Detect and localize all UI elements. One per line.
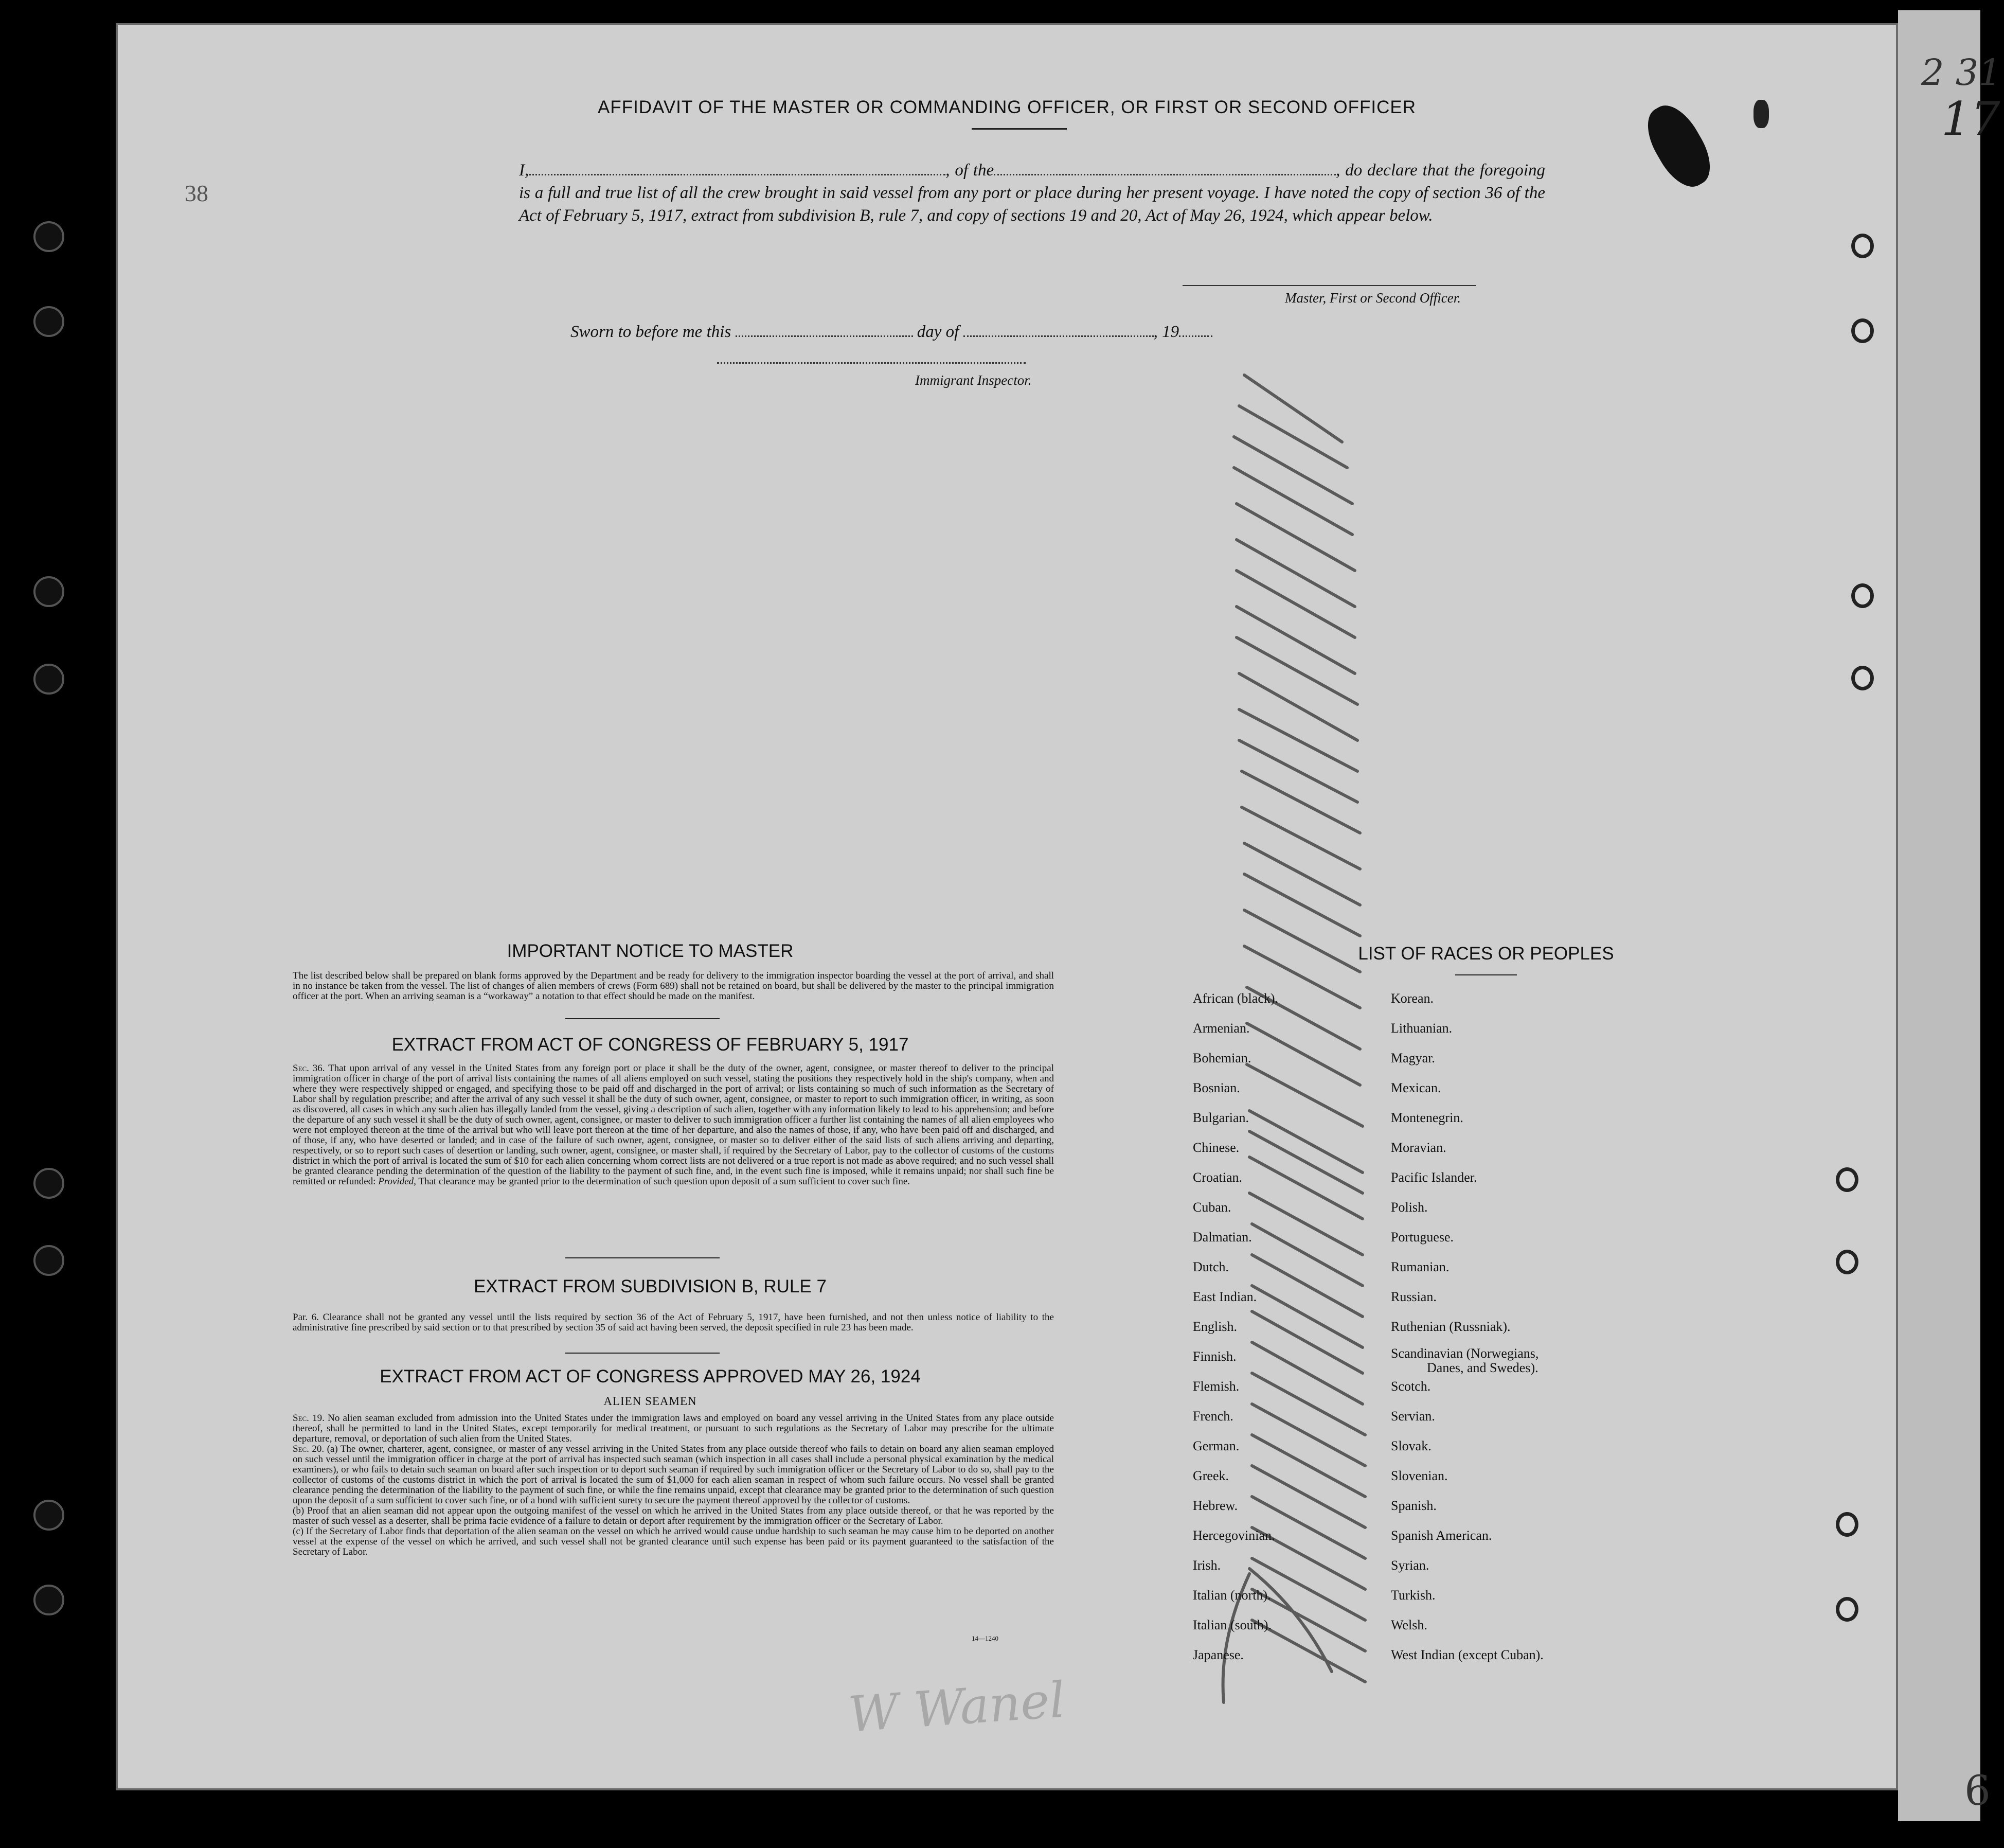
race-left: Hercegovinian.	[1193, 1528, 1275, 1543]
race-right: Mexican.	[1391, 1080, 1441, 1095]
race-left: Japanese.	[1193, 1647, 1244, 1662]
act-1917-title: EXTRACT FROM ACT OF CONGRESS OF FEBRUARY 5, 1917	[391, 1035, 909, 1055]
sworn-year-blank[interactable]	[1179, 321, 1212, 337]
race-right: Turkish.	[1391, 1588, 1436, 1603]
race-left: French.	[1193, 1409, 1233, 1424]
binder-hole-ring	[1836, 1512, 1858, 1537]
declaration-declare: , do declare	[1336, 161, 1418, 180]
sworn-year-prefix: , 19	[1153, 323, 1179, 341]
corner-handwritten-mark: 6	[1964, 1767, 1991, 1815]
sec-20-body: (a) The owner, charterer, agent, consignee, or master of any vessel arriving in the United States from any place outside thereof who fails to detain on board any alien seaman employed on such vessel until the immigration officer in charge at the port of arrival has inspected such seaman (which inspection in all cases shall include a personal physical examination by the medical examiners), or who fails to detain such seaman on board after such inspection or to deport such seaman if required by such immigration officer or the Secretary of Labor to do so, shall pay to the collector of customs of the customs district in which the port of arrival is located the sum of $1,000 for each alien seaman in respect of whom such failure occurs. No vessel shall be granted clearance pending the determination of the liability to the payment of such fine, or while the fine remains unpaid, except that clearance may be granted prior to the determination of such question upon the deposit of a sum sufficient to cover such fine, or of a bond with sufficient surety to secure the payment thereof approved by the collector of customs.	[293, 1444, 1054, 1506]
binder-hole	[33, 576, 64, 607]
race-right-continuation: Danes, and Swedes).	[1427, 1360, 1538, 1375]
act-1917-proviso: That clearance may be granted prior to the determination of such question upon deposit of a sum sufficient to cover such fine.	[418, 1176, 910, 1187]
race-left: Irish.	[1193, 1558, 1221, 1573]
affidavit-declaration	[519, 159, 1545, 227]
race-right: Scandinavian (Norwegians,	[1391, 1346, 1539, 1361]
races-title-rule	[1455, 974, 1517, 975]
binder-hole	[33, 1168, 64, 1199]
act-1917-proviso-label: Provided,	[378, 1176, 416, 1187]
race-right: Moravian.	[1391, 1140, 1446, 1155]
act-1917-body: That upon arrival of any vessel in the United States from any foreign port or place it shall be the duty of the owner, agent, consignee, or master thereof to deliver to the principal immigration officer in charge of the port of arrival lists containing the names of all aliens employed on such vessel, stating the positions they respectively hold in the ship's company, when and where they were respectively shipped or engaged, and specifying those to be paid off and discharged in the port of arrival; or lists containing so much of such information as the Secretary of Labor shall by regulation prescribe; and after the arrival of any such vessel it shall be the duty of such owner, agent, consignee, or master to report to such immigration officer, in writing, as soon as discovered, all cases in which any such alien has illegally landed from the vessel, giving a description of such alien, together with any information likely to lead to his apprehension; and before the departure of any such vessel it shall be the duty of such owner, agent, consignee, or master to deliver to such immigration officer a further list containing the names of all alien employees who were not employed thereon at the time of the arrival but who will leave port thereon at the time of her departure, and also the names of those, if any, who have been paid off and discharged, and of those, if any, who have deserted or landed; and in case of the failure of such owner, agent, consignee, or master so to deliver either of the said lists of such aliens arriving and departing, respectively, or so to report such cases of desertion or landing, such owner, agent, consignee, or master shall, if required by the Secretary of Labor, pay to the collector of customs of the customs district in which the port of arrival is located the sum of $10 for each alien concerning whom correct lists are not delivered or a true report is not made as above required; and no such vessel shall be granted clearance pending the determination of the question of the liability to the payment of such fine, and, in the event such fine is imposed, while it remains unpaid; nor shall such fine be remitted or refunded:	[293, 1063, 1054, 1187]
race-right: Rumanian.	[1391, 1259, 1450, 1274]
declaration-of-the: , of the	[945, 161, 994, 180]
race-left: Finnish.	[1193, 1349, 1237, 1364]
act-1924-sec-20	[293, 1444, 1054, 1506]
binder-hole-ring	[1836, 1597, 1858, 1622]
affidavit-title: AFFIDAVIT OF THE MASTER OR COMMANDING OFFICER, OR FIRST OR SECOND OFFICER	[597, 97, 1417, 117]
binder-holes-left	[28, 0, 64, 1848]
binder-hole	[33, 664, 64, 695]
act-1917-section-label: Sec. 36.	[293, 1063, 325, 1074]
act-1924-sec-20-c: (c) If the Secretary of Labor finds that deportation of the alien seaman on the vessel on which he arrived would cause undue hardship to such seaman he may cause him to be deported on another vessel at the expense of the vessel on which he arrived, and such vessel shall not be granted clearance until such expense has been paid or its payment guaranteed to the satisfaction of the Secretary of Labor.	[293, 1526, 1054, 1557]
race-left: Chinese.	[1193, 1140, 1240, 1155]
binder-hole	[33, 1500, 64, 1531]
binder-hole-ring	[1836, 1167, 1858, 1192]
race-right: Polish.	[1391, 1200, 1428, 1215]
race-right: Ruthenian (Russniak).	[1391, 1319, 1511, 1334]
master-signature-line[interactable]	[1183, 285, 1476, 286]
sec-20-label: Sec. 20.	[293, 1444, 325, 1454]
act-1924-subtitle: ALIEN SEAMEN	[603, 1395, 697, 1408]
adjacent-page-bleed	[1898, 10, 1980, 1821]
sworn-day-of: day of	[917, 323, 959, 341]
race-left: Armenian.	[1193, 1021, 1250, 1036]
sec-19-label: Sec. 19.	[293, 1413, 325, 1424]
race-left: Italian (north).	[1193, 1588, 1271, 1603]
section-rule	[565, 1018, 720, 1019]
race-left: Croatian.	[1193, 1170, 1243, 1185]
sec-19-body: No alien seaman excluded from admission into the United States under the immigration laws and employed on board any vessel arriving in the United States from any place outside thereof, shall be permitted to land in the United States, except temporarily for medical treatment, or pursuant to such regulations as the Secretary of Labor may prescribe for the ultimate departure, removal, or deportation of such alien from the United States.	[293, 1413, 1054, 1444]
officer-name-blank[interactable]	[529, 159, 945, 175]
binder-hole	[33, 221, 64, 252]
vessel-name-blank[interactable]	[994, 159, 1336, 175]
race-right: Russian.	[1391, 1289, 1437, 1304]
race-left: Flemish.	[1193, 1379, 1240, 1394]
race-left: Italian (south).	[1193, 1618, 1272, 1632]
race-left: German.	[1193, 1438, 1240, 1453]
declaration-i: I,	[519, 161, 529, 180]
binder-hole-ring	[1851, 583, 1874, 608]
race-right: Scotch.	[1391, 1379, 1431, 1394]
sworn-day-blank[interactable]	[736, 321, 913, 337]
film-frame-edge	[0, 0, 21, 1848]
binder-hole-ring	[1851, 318, 1874, 343]
rule-7-text: Par. 6. Clearance shall not be granted any vessel until the lists required by section 36 of the Act of February 5, 1917, have been furnished, and not then unless notice of liability to the administrative fine prescribed by said section or to that prescribed by section 35 of said act having been served, the deposit specified in rule 23 has been made.	[293, 1312, 1054, 1333]
race-right: Spanish American.	[1391, 1528, 1492, 1543]
binder-hole-ring	[1851, 234, 1874, 258]
binder-hole	[33, 306, 64, 337]
title-rule	[972, 128, 1067, 130]
act-1924-text	[293, 1413, 1054, 1557]
sworn-statement	[570, 321, 1212, 342]
inspector-label: Immigrant Inspector.	[915, 372, 1032, 388]
bleed-handwriting: 2 31	[1921, 51, 2001, 94]
race-right: Slovenian.	[1391, 1468, 1448, 1483]
race-right: Spanish.	[1391, 1498, 1437, 1513]
notice-title: IMPORTANT NOTICE TO MASTER	[507, 941, 794, 961]
race-left: African (black).	[1193, 991, 1279, 1006]
race-right: Welsh.	[1391, 1618, 1427, 1632]
master-signature-label: Master, First or Second Officer.	[1285, 290, 1461, 306]
notice-text: The list described below shall be prepared on blank forms approved by the Department and be ready for delivery to the immigration inspector boarding the vessel at the port of arrival, and shall in no instance be taken from the vessel. The list of changes of alien members of crews (Form 689) shall not be retained on board, but shall be delivered by the master to the principal immigration officer at the port. When an arriving seaman is a “workaway” a notation to that effect should be made on the manifest.	[293, 970, 1054, 1002]
race-right: Servian.	[1391, 1409, 1435, 1424]
race-left: English.	[1193, 1319, 1237, 1334]
section-rule	[565, 1353, 720, 1354]
race-right: Lithuanian.	[1391, 1021, 1453, 1036]
race-right: Magyar.	[1391, 1051, 1435, 1065]
sworn-month-blank[interactable]	[963, 321, 1154, 337]
declaration-body: that the foregoing is a full and true list of all the crew brought in said vessel from any port or place during her present voyage. I have noted the copy of section 36 of the Act of February 5, 1917, extract from subdivision B, rule 7, and copy of sections 19 and 20, Act of May 26, 1924, which appear below.	[519, 161, 1545, 225]
race-left: East Indian.	[1193, 1289, 1257, 1304]
inspector-signature-line[interactable]	[717, 362, 1026, 364]
handwritten-sheet-number: 17	[1941, 92, 2000, 146]
race-left: Dalmatian.	[1193, 1230, 1252, 1245]
binder-hole-ring	[1836, 1250, 1858, 1274]
races-title: LIST OF RACES OR PEOPLES	[1358, 944, 1614, 964]
race-left: Dutch.	[1193, 1259, 1229, 1274]
act-1924-sec-19	[293, 1413, 1054, 1444]
act-1917-text	[293, 1063, 1054, 1187]
race-right: Portuguese.	[1391, 1230, 1454, 1245]
sworn-prefix: Sworn to before me this	[570, 323, 731, 341]
page-reference-number: 38	[185, 180, 208, 206]
binder-hole-ring	[1851, 666, 1874, 690]
faint-handwritten-signature: W Wanel	[846, 1672, 1067, 1744]
race-left: Bosnian.	[1193, 1080, 1240, 1095]
race-left: Hebrew.	[1193, 1498, 1238, 1513]
race-left: Cuban.	[1193, 1200, 1231, 1215]
race-right: West Indian (except Cuban).	[1391, 1647, 1544, 1662]
rule-7-title: EXTRACT FROM SUBDIVISION B, RULE 7	[474, 1276, 827, 1296]
race-right: Pacific Islander.	[1391, 1170, 1477, 1185]
race-right: Syrian.	[1391, 1558, 1429, 1573]
race-right: Korean.	[1391, 991, 1434, 1006]
binder-hole	[33, 1245, 64, 1276]
act-1924-sec-20-b: (b) Proof that an alien seaman did not appear upon the outgoing manifest of the vessel on which he arrived in the United States from any place outside thereof, or that he was reported by the master of such vessel as a deserter, shall be prima facie evidence of a failure to detain or deport after requirement by the immigration officer or the Secretary of Labor.	[293, 1505, 1054, 1526]
binder-hole	[33, 1585, 64, 1615]
race-right: Slovak.	[1391, 1438, 1432, 1453]
section-rule	[565, 1257, 720, 1258]
printer-mark: 14—1240	[972, 1634, 998, 1642]
race-left: Bohemian.	[1193, 1051, 1251, 1065]
race-left: Greek.	[1193, 1468, 1229, 1483]
race-left: Bulgarian.	[1193, 1110, 1249, 1125]
race-right: Montenegrin.	[1391, 1110, 1463, 1125]
act-1924-title: EXTRACT FROM ACT OF CONGRESS APPROVED MAY 26, 1924	[380, 1366, 921, 1387]
